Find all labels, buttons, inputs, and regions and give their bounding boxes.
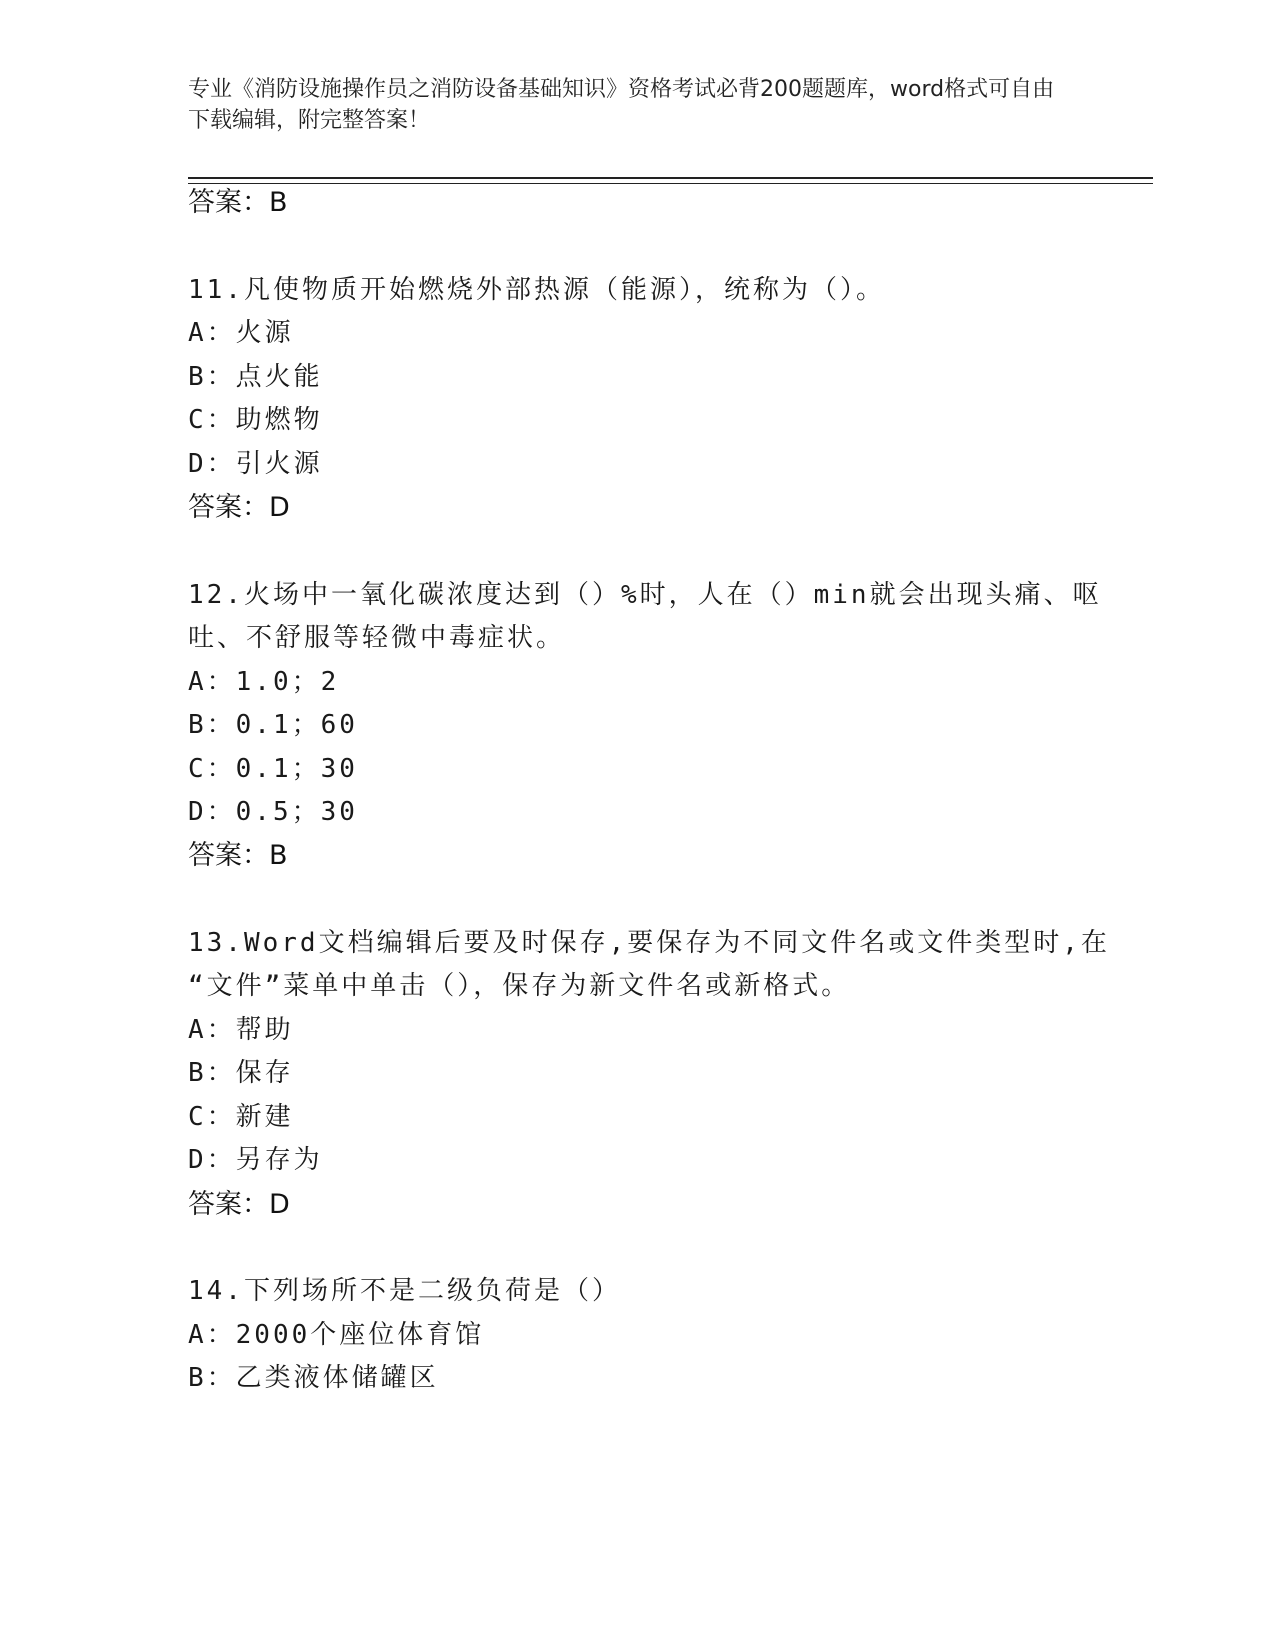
question-12-option-c: C：0.1；30	[188, 754, 358, 784]
question-13-option-a: A：帮助	[188, 1015, 294, 1045]
question-11-option-a: A：火源	[188, 318, 294, 348]
page-header	[188, 74, 1068, 136]
question-14-option-b: B：乙类液体储罐区	[188, 1363, 439, 1393]
question-11-answer: 答案：D	[188, 492, 290, 523]
question-12-option-d: D：0.5；30	[188, 797, 358, 827]
question-12-option-a: A：1.0；2	[188, 667, 340, 697]
question-13-answer: 答案：D	[188, 1189, 290, 1220]
question-11-stem: 11.凡使物质开始燃烧外部热源（能源），统称为（）。	[188, 275, 885, 305]
header-divider-thin	[188, 183, 1153, 184]
question-11-option-d: D：引火源	[188, 449, 323, 479]
question-13-stem-line-1: 13.Word文档编辑后要及时保存,要保存为不同文件名或文件类型时,在	[188, 928, 1110, 958]
question-13-option-d: D：另存为	[188, 1145, 323, 1175]
question-14-stem: 14.下列场所不是二级负荷是（）	[188, 1276, 621, 1306]
question-13-option-b: B：保存	[188, 1058, 294, 1088]
header-text: 专业《消防设施操作员之消防设备基础知识》资格考试必背200题题库，word格式可自由下载编辑，附完整答案！	[188, 77, 1055, 133]
question-12-stem-line-1: 12.火场中一氧化碳浓度达到（）%时，人在（）min就会出现头痛、呕	[188, 580, 1102, 610]
question-13-stem-line-2: “文件”菜单中单击（），保存为新文件名或新格式。	[188, 971, 851, 1001]
question-12-stem-line-2: 吐、不舒服等轻微中毒症状。	[188, 623, 566, 653]
question-14-option-a: A：2000个座位体育馆	[188, 1320, 485, 1350]
question-13-option-c: C：新建	[188, 1102, 294, 1132]
question-11-option-b: B：点火能	[188, 362, 323, 392]
previous-answer: 答案：B	[188, 187, 288, 218]
question-12-option-b: B：0.1；60	[188, 710, 358, 740]
header-divider-thick	[188, 177, 1153, 179]
question-12-answer: 答案：B	[188, 840, 288, 871]
question-11-option-c: C：助燃物	[188, 405, 323, 435]
